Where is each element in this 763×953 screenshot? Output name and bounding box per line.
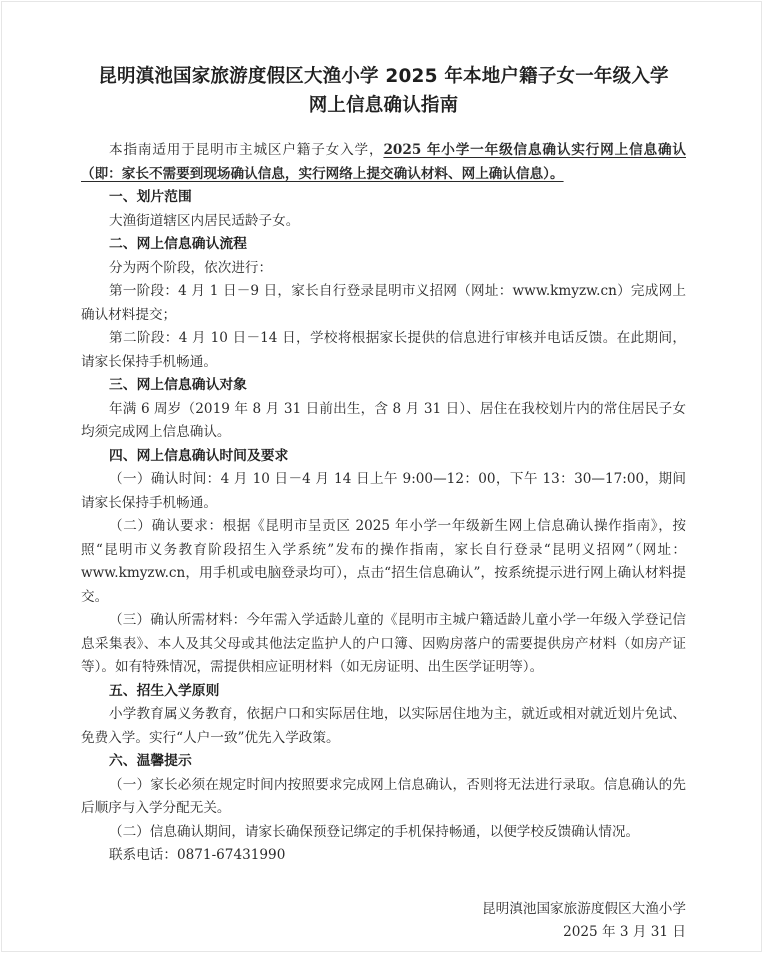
section-paragraph: 年满 6 周岁（2019 年 8 月 31 日前出生，含 8 月 31 日）、居住在我校划片内的常住居民子女均须完成网上信息确认。 xyxy=(81,400,686,440)
intro-paragraph xyxy=(81,139,686,186)
intro-lead: 本指南适用于昆明市主城区户籍子女入学， xyxy=(109,142,384,158)
section-2 xyxy=(81,233,686,374)
intro-emphasis: 2025 年小学一年级信息确认实行网上信息确认（即：家长不需要到现场确认信息，实行网络上提交确认材料、网上确认信息）。 xyxy=(81,142,686,182)
section-heading: 四、网上信息确认时间及要求 xyxy=(109,447,289,464)
section-paragraph: 第一阶段：4 月 1 日－9 日，家长自行登录昆明市义招网（网址：www.kmyzw.cn）完成网上确认材料提交； xyxy=(81,283,686,323)
section-6 xyxy=(81,750,686,868)
document-body xyxy=(81,62,686,868)
document-title xyxy=(81,62,686,120)
contact-phone: 联系电话：0871-67431990 xyxy=(109,847,286,863)
section-paragraph: （一）确认时间：4 月 10 日－4 月 14 日上午 9:00—12：00，下午 13：30—17:00，期间请家长保持手机畅通。 xyxy=(81,471,686,511)
title-line-1: 昆明滇池国家旅游度假区大渔小学 2025 年本地户籍子女一年级入学 xyxy=(98,66,669,87)
signature-org: 昆明滇池国家旅游度假区大渔小学 xyxy=(482,901,686,917)
section-heading: 五、招生入学原则 xyxy=(109,682,220,699)
section-paragraph: （三）确认所需材料：今年需入学适龄儿童的《昆明市主城户籍适龄儿童小学一年级入学登记信息采集表》、本人及其父母或其他法定监护人的户口簿、因购房落户的需要提供房产材料（如房产证等）。如有特殊情况，需提供相应证明材料（如无房证明、出生医学证明等）。 xyxy=(81,612,686,675)
section-heading: 二、网上信息确认流程 xyxy=(109,236,247,252)
section-heading: 三、网上信息确认对象 xyxy=(109,377,247,393)
signature-date: 2025 年 3 月 31 日 xyxy=(563,924,686,940)
section-paragraph: 分为两个阶段，依次进行： xyxy=(109,259,273,276)
section-1 xyxy=(81,186,686,233)
section-5 xyxy=(81,680,686,751)
section-paragraph: 小学教育属义务教育，依据户口和实际居住地，以实际居住地为主，就近或相对就近划片免试、免费入学。实行“人户一致”优先入学政策。 xyxy=(81,706,686,746)
section-paragraph: （二）确认要求：根据《昆明市呈贡区 2025 年小学一年级新生网上信息确认操作指南》，按照“昆明市义务教育阶段招生入学系统”发布的操作指南，家长自行登录“昆明义招网”（网址：www.kmyzw.cn，用手机或电脑登录均可），点击“招生信息确认”，按系统提示进行网上确认材料提交。 xyxy=(81,518,686,605)
title-line-2: 网上信息确认指南 xyxy=(308,95,459,116)
section-heading: 一、划片范围 xyxy=(109,189,192,205)
section-4 xyxy=(81,445,686,680)
section-paragraph: 大渔街道辖区内居民适龄子女。 xyxy=(109,212,300,229)
section-3 xyxy=(81,374,686,445)
section-paragraph: （一）家长必须在规定时间内按照要求完成网上信息确认，否则将无法进行录取。信息确认的先后顺序与入学分配无关。 xyxy=(81,776,686,816)
section-paragraph: （二）信息确认期间，请家长确保预登记绑定的手机保持畅通，以便学校反馈确认情况。 xyxy=(109,823,640,840)
section-heading: 六、温馨提示 xyxy=(109,753,192,769)
section-paragraph: 第二阶段：4 月 10 日－14 日，学校将根据家长提供的信息进行审核并电话反馈。在此期间，请家长保持手机畅通。 xyxy=(81,330,686,370)
